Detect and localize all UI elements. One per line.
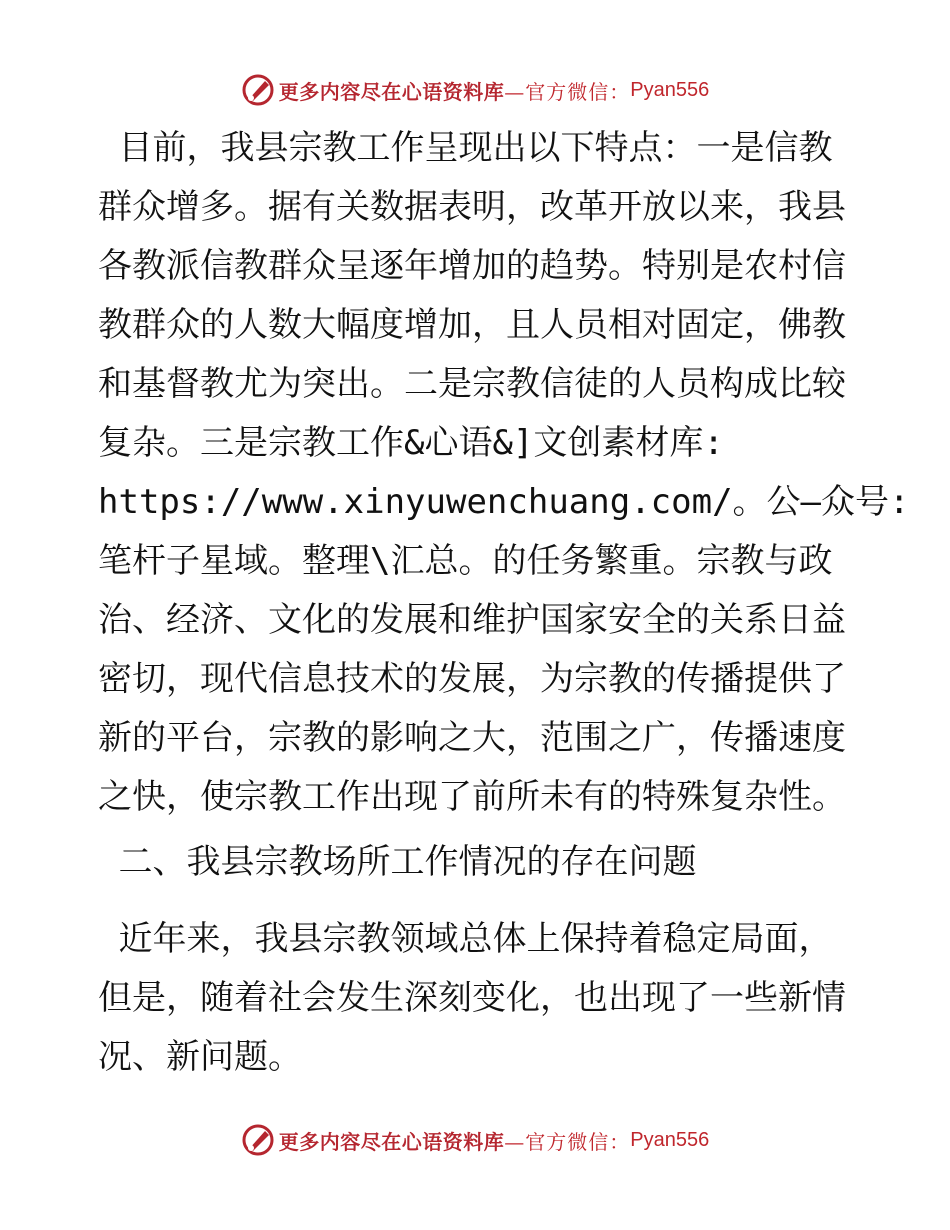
footer-banner-contact: —官方微信：: [504, 1129, 631, 1154]
brush-logo-icon: [241, 1123, 275, 1157]
paragraph-line: 近年来，我县宗教领域总体上保持着稳定局面，: [98, 919, 833, 959]
paragraph-line: 但是，随着社会发生深刻变化，也出现了一些新情: [98, 978, 846, 1018]
paragraph-line: 和基督教尤为突出。二是宗教信徒的人员构成比较: [98, 364, 846, 404]
paragraph-line: 各教派信教群众呈逐年增加的趋势。特别是农村信: [98, 246, 846, 286]
paragraph-line: https://www.xinyuwenchuang.com/。公—众号:: [98, 482, 910, 522]
header-banner-contact: —官方微信：: [504, 79, 631, 104]
paragraph-line: 密切，现代信息技术的发展，为宗教的传播提供了: [98, 659, 846, 699]
header-banner: [0, 70, 950, 110]
paragraph-line: 新的平台，宗教的影响之大，范围之广，传播速度: [98, 718, 846, 758]
paragraph-line: 目前，我县宗教工作呈现出以下特点：一是信教: [98, 128, 833, 168]
section-heading: 二、我县宗教场所工作情况的存在问题: [98, 842, 697, 882]
footer-banner: [0, 1120, 950, 1160]
header-banner-text: 更多内容尽在心语资料库: [278, 79, 505, 104]
paragraph-line: 教群众的人数大幅度增加，且人员相对固定，佛教: [98, 305, 846, 345]
footer-banner-text: 更多内容尽在心语资料库: [278, 1129, 505, 1154]
paragraph-line: 治、经济、文化的发展和维护国家安全的关系日益: [98, 600, 846, 640]
paragraph-line: 况、新问题。: [98, 1037, 302, 1077]
brush-logo-icon: [241, 73, 275, 107]
header-banner-id: Pyan556: [630, 78, 710, 101]
paragraph-line: 复杂。三是宗教工作&心语&]文创素材库:: [98, 423, 724, 463]
paragraph-line: 之快，使宗教工作出现了前所未有的特殊复杂性。: [98, 777, 846, 817]
paragraph-line: 笔杆子星域。整理\汇总。的任务繁重。宗教与政: [98, 541, 833, 581]
paragraph-line: 群众增多。据有关数据表明，改革开放以来，我县: [98, 187, 846, 227]
footer-banner-id: Pyan556: [630, 1128, 710, 1151]
